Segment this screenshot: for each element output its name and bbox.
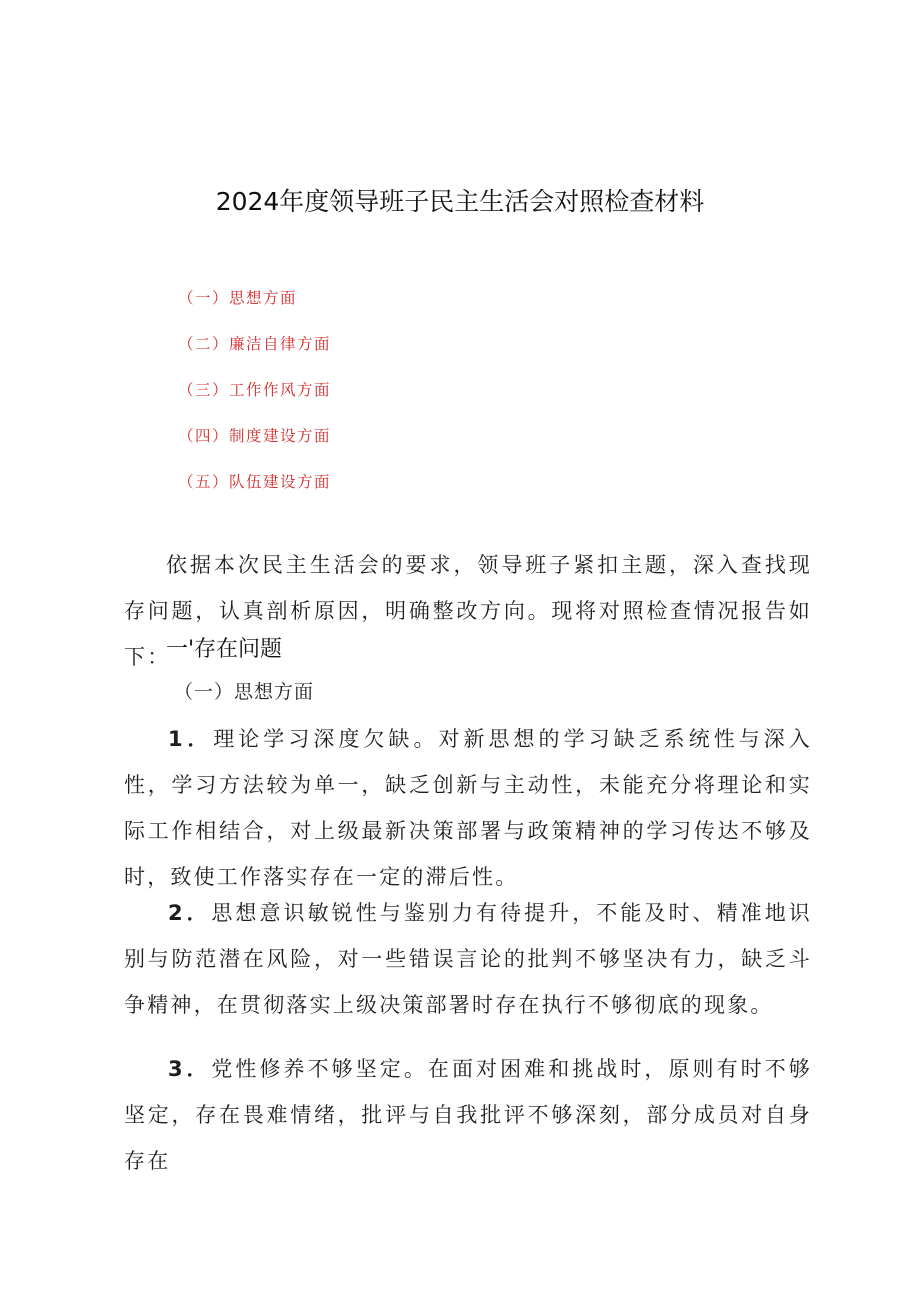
toc-item-institution[interactable]: （四）制度建设方面 [178, 427, 332, 445]
paragraph-3 [124, 1046, 812, 1184]
toc-item-thought[interactable]: （一）思想方面 [178, 289, 298, 307]
paragraph-text: 理论学习深度欠缺。对新思想的学习缺乏系统性与深入性，学习方法较为单一，缺乏创新与主动性，未能充分将理论和实际工作相结合，对上级最新决策部署与政策精神的学习传达不够及时，致使工作落实存在一定的滞后性。 [124, 727, 812, 889]
intro-paragraph: 依据本次民主生活会的要求，领导班子紧扣主题，深入查找现存问题，认真剖析原因，明确整改方向。现将对照检查情况报告如下： [124, 553, 812, 669]
toc-item-team[interactable]: （五）队伍建设方面 [178, 473, 332, 491]
table-of-contents [178, 286, 578, 516]
subsection-heading: （一）思想方面 [174, 681, 315, 703]
paragraph-number: 1． [168, 727, 214, 751]
paragraph-text: 党性修养不够坚定。在面对困难和挑战时，原则有时不够坚定，存在畏难情绪，批评与自我批评不够深刻，部分成员对自身存在 [124, 1057, 812, 1173]
paragraph-1 [124, 716, 812, 900]
paragraph-2 [124, 890, 812, 1028]
document-title: 2024年度领导班子民主生活会对照检查材料 [215, 187, 705, 216]
toc-item-work-style[interactable]: （三）工作作风方面 [178, 381, 332, 399]
paragraph-text: 思想意识敏锐性与鉴别力有待提升，不能及时、精准地识别与防范潜在风险，对一些错误言论的批判不够坚决有力，缺乏斗争精神，在贯彻落实上级决策部署时存在执行不够彻底的现象。 [124, 901, 812, 1017]
paragraph-number: 2． [168, 901, 212, 925]
toc-item-integrity[interactable]: （二）廉洁自律方面 [178, 335, 332, 353]
section-heading: 一'存在问题 [166, 637, 283, 662]
paragraph-number: 3． [168, 1057, 212, 1081]
